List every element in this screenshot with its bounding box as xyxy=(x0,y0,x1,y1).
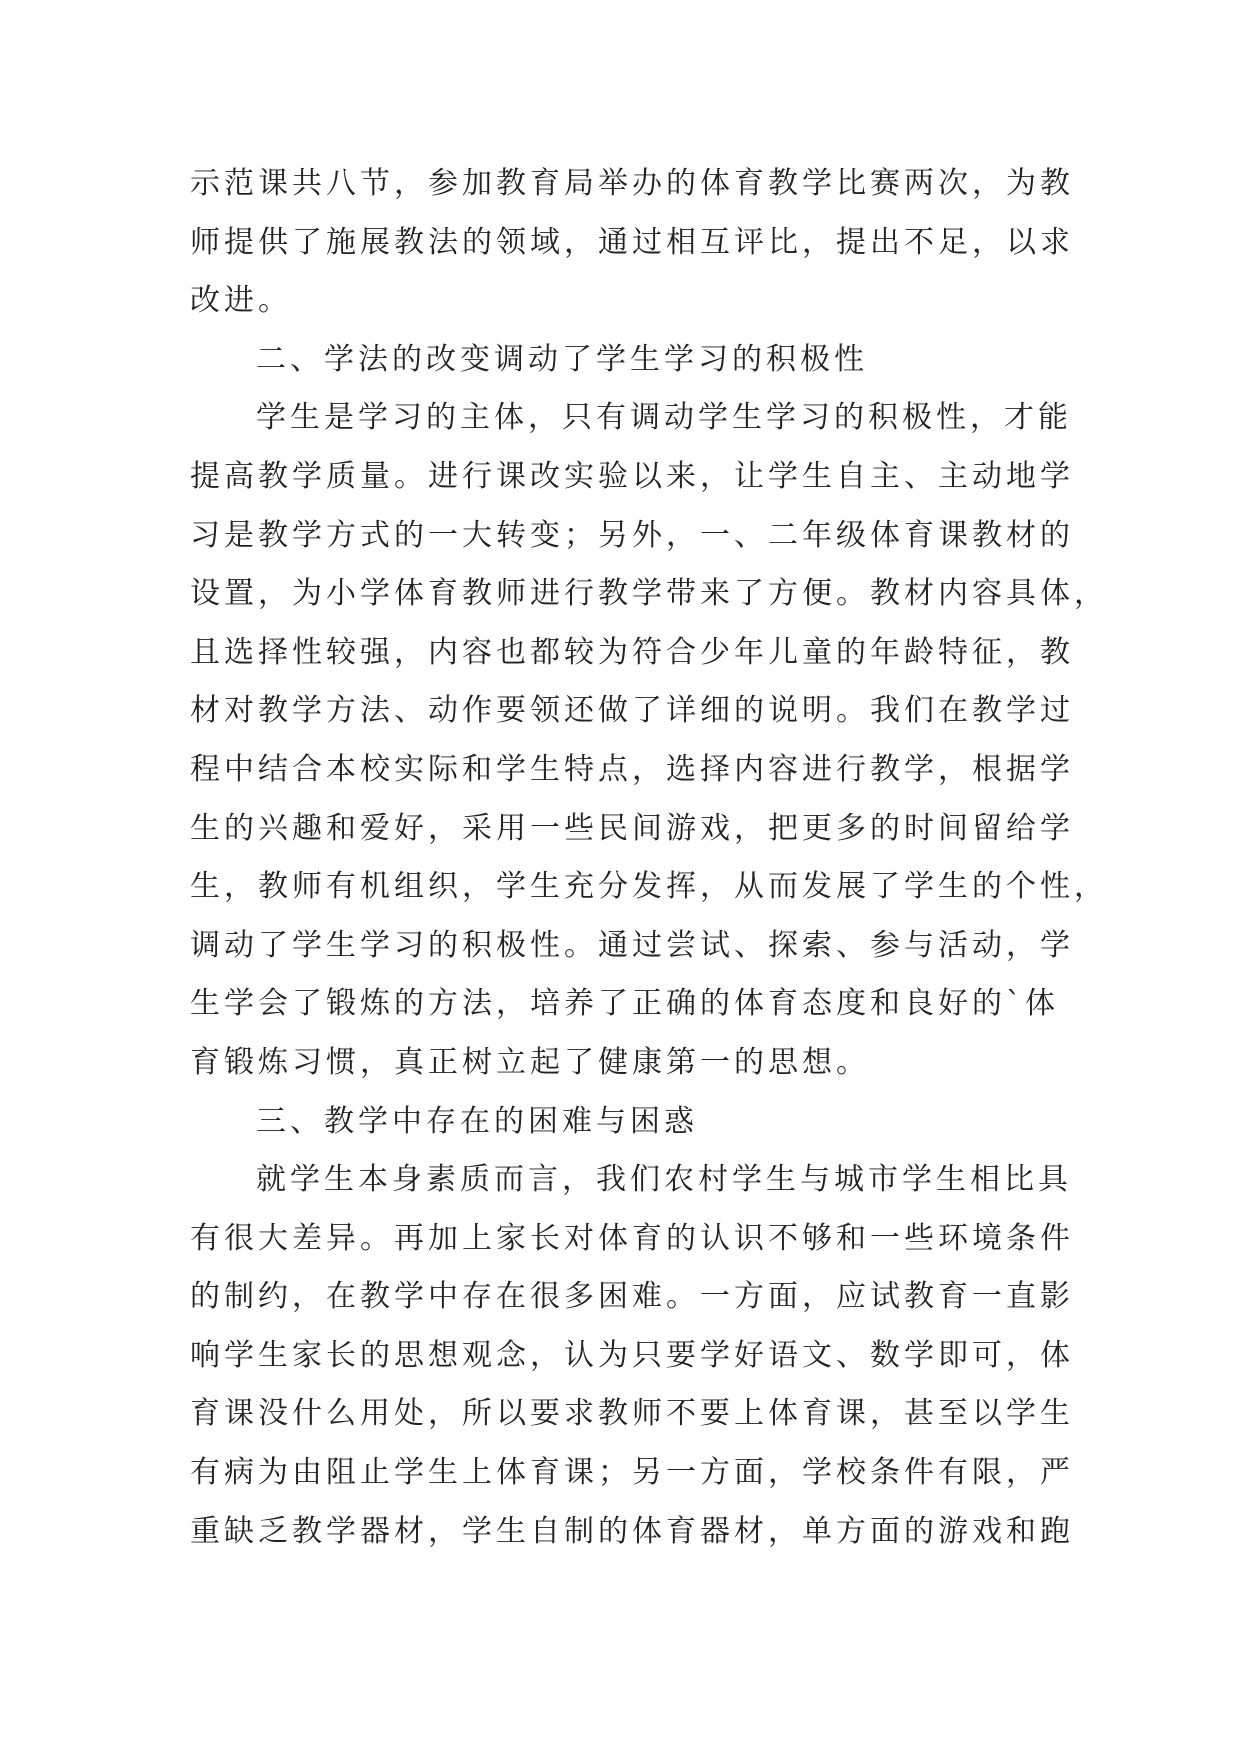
text-line: 设置，为小学体育教师进行教学带来了方便。教材内容具体， xyxy=(190,576,1108,612)
text-line: 响学生家长的思想观念，认为只要学好语文、数学即可，体 xyxy=(190,1337,1074,1373)
text-line: 的制约，在教学中存在很多困难。一方面，应试教育一直影 xyxy=(190,1279,1074,1315)
text-line: 调动了学生学习的积极性。通过尝试、探索、参与活动，学 xyxy=(190,927,1074,963)
text-line: 育锻炼习惯，真正树立起了健康第一的思想。 xyxy=(190,1044,870,1080)
text-line: 生的兴趣和爱好，采用一些民间游戏，把更多的时间留给学 xyxy=(190,810,1074,846)
text-line: 材对教学方法、动作要领还做了详细的说明。我们在教学过 xyxy=(190,693,1074,729)
text-line: 提高教学质量。进行课改实验以来，让学生自主、主动地学 xyxy=(190,458,1074,494)
text-line: 且选择性较强，内容也都较为符合少年儿童的年龄特征，教 xyxy=(190,634,1074,670)
text-line: 生学会了锻炼的方法，培养了正确的体育态度和良好的`体 xyxy=(190,986,1059,1022)
text-line: 示范课共八节，参加教育局举办的体育教学比赛两次，为教 xyxy=(190,166,1074,201)
text-line: 就学生本身素质而言，我们农村学生与城市学生相比具 xyxy=(256,1162,1072,1198)
text-line: 重缺乏教学器材，学生自制的体育器材，单方面的游戏和跑 xyxy=(190,1513,1074,1549)
text-line: 有很大差异。再加上家长对体育的认识不够和一些环境条件 xyxy=(190,1220,1074,1256)
document-body xyxy=(190,155,1108,1561)
text-line: 改进。 xyxy=(190,283,292,319)
text-line: 二、学法的改变调动了学生学习的积极性 xyxy=(256,341,868,377)
text-line: 学生是学习的主体，只有调动学生学习的积极性，才能 xyxy=(256,400,1072,436)
text-line: 有病为由阻止学生上体育课；另一方面，学校条件有限，严 xyxy=(190,1455,1074,1491)
text-line: 习是教学方式的一大转变；另外，一、二年级体育课教材的 xyxy=(190,517,1074,553)
text-line: 育课没什么用处，所以要求教师不要上体育课，甚至以学生 xyxy=(190,1396,1074,1432)
text-line: 师提供了施展教法的领域，通过相互评比，提出不足，以求 xyxy=(190,224,1074,260)
text-line: 生，教师有机组织，学生充分发挥，从而发展了学生的个性， xyxy=(190,869,1108,905)
text-line: 三、教学中存在的困难与困惑 xyxy=(256,1103,698,1139)
text-line: 程中结合本校实际和学生特点，选择内容进行教学，根据学 xyxy=(190,751,1074,787)
